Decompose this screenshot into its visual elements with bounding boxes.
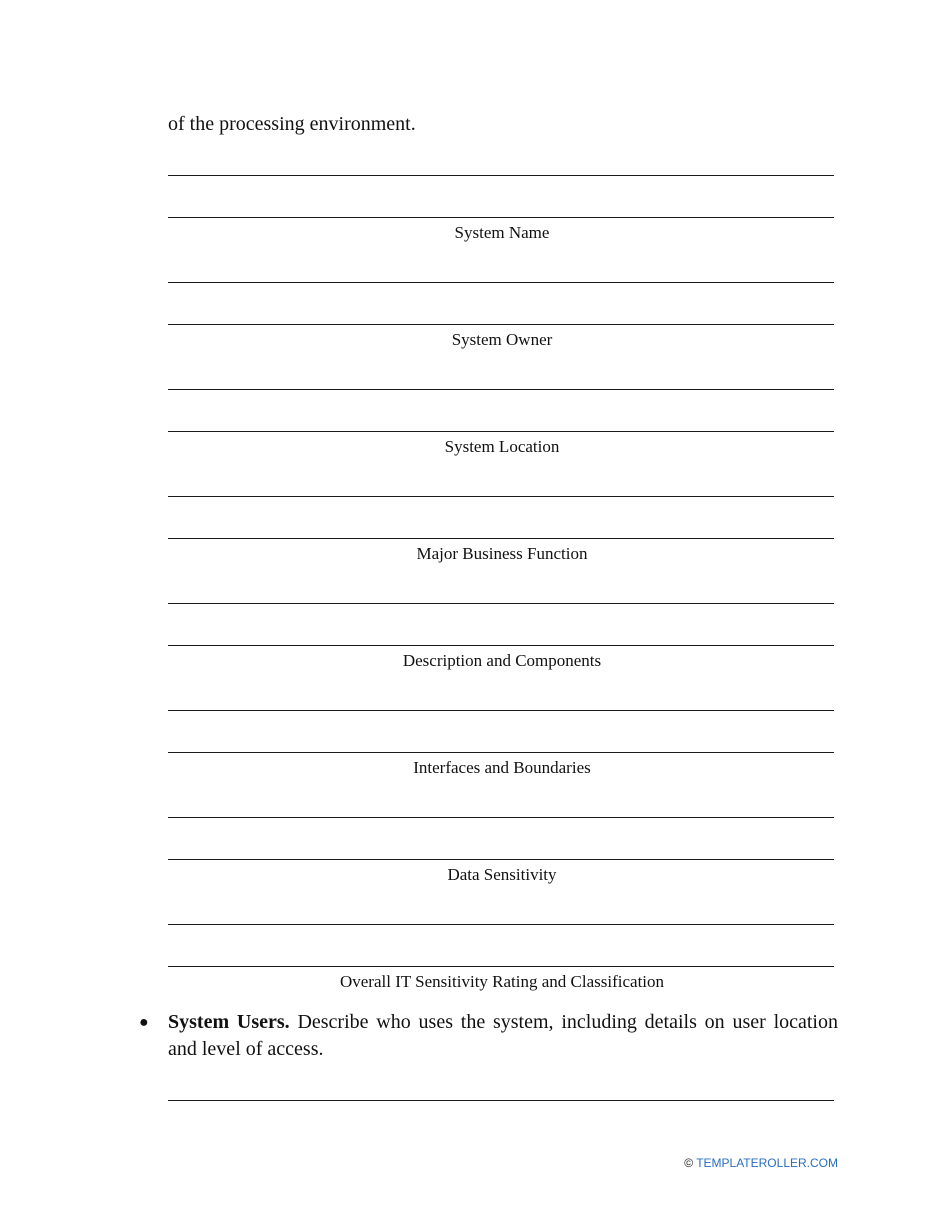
blank-line[interactable] — [168, 859, 834, 860]
blank-line[interactable] — [168, 389, 834, 390]
blank-line[interactable] — [168, 924, 834, 925]
blank-line[interactable] — [168, 217, 834, 218]
field-label-system-name: System Name — [454, 223, 550, 242]
system-users-description: Describe who uses the system, including details on user location and level of access. — [168, 1011, 838, 1060]
field-label-data-sensitivity: Data Sensitivity — [447, 865, 557, 884]
blank-line[interactable] — [168, 496, 834, 497]
blank-line[interactable] — [168, 817, 834, 818]
blank-line[interactable] — [168, 603, 834, 604]
blank-line[interactable] — [168, 645, 834, 646]
blank-line[interactable] — [168, 282, 834, 283]
system-users-paragraph — [168, 1009, 838, 1063]
footer — [684, 1156, 838, 1170]
field-label-description-and-components: Description and Components — [402, 651, 602, 670]
system-users-heading: System Users. — [168, 1011, 290, 1033]
blank-line[interactable] — [168, 431, 834, 432]
field-label-system-owner: System Owner — [451, 330, 553, 349]
templateroller-link[interactable]: TEMPLATEROLLER.COM — [696, 1156, 838, 1170]
blank-line[interactable] — [168, 538, 834, 539]
field-label-interfaces-and-boundaries: Interfaces and Boundaries — [413, 758, 591, 777]
bullet-icon: ● — [139, 1014, 149, 1031]
blank-line[interactable] — [168, 1100, 834, 1101]
blank-line[interactable] — [168, 966, 834, 967]
field-label-overall-it-sensitivity: Overall IT Sensitivity Rating and Classification — [339, 972, 665, 991]
blank-line[interactable] — [168, 324, 834, 325]
blank-line[interactable] — [168, 175, 834, 176]
intro-text: of the processing environment. — [168, 113, 416, 135]
blank-line[interactable] — [168, 710, 834, 711]
field-label-major-business-function: Major Business Function — [416, 544, 588, 563]
blank-line[interactable] — [168, 752, 834, 753]
field-label-system-location: System Location — [444, 437, 560, 456]
copyright-icon: © — [684, 1156, 694, 1170]
